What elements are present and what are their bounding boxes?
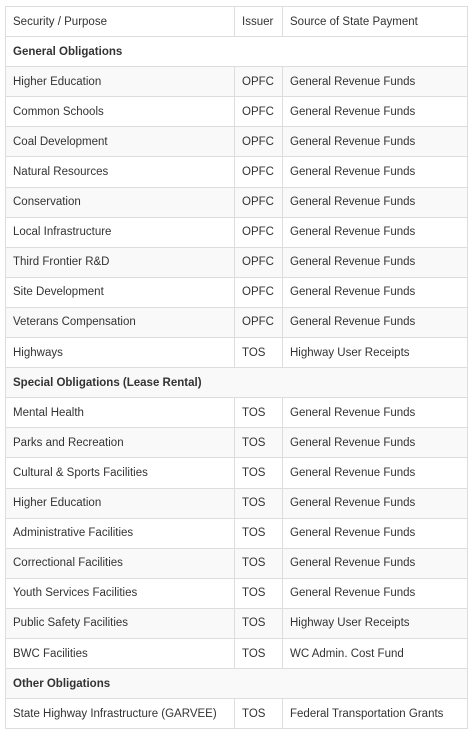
cell-issuer: TOS (235, 608, 283, 638)
table-row (6, 608, 468, 638)
cell-source-of-payment: General Revenue Funds (283, 187, 468, 217)
cell-source-of-payment: Highway User Receipts (283, 338, 468, 368)
table-row (6, 548, 468, 578)
cell-source-of-payment: General Revenue Funds (283, 428, 468, 458)
header-issuer: Issuer (235, 7, 283, 37)
obligations-table (5, 6, 468, 729)
cell-issuer: TOS (235, 458, 283, 488)
cell-security-purpose: Mental Health (6, 398, 235, 428)
cell-security-purpose: Veterans Compensation (6, 307, 235, 337)
cell-security-purpose: Common Schools (6, 97, 235, 127)
cell-source-of-payment: WC Admin. Cost Fund (283, 638, 468, 668)
cell-security-purpose: Cultural & Sports Facilities (6, 458, 235, 488)
cell-security-purpose: Public Safety Facilities (6, 608, 235, 638)
cell-source-of-payment: Highway User Receipts (283, 608, 468, 638)
cell-source-of-payment: General Revenue Funds (283, 398, 468, 428)
cell-security-purpose: Local Infrastructure (6, 217, 235, 247)
cell-source-of-payment: General Revenue Funds (283, 157, 468, 187)
table-row (6, 97, 468, 127)
cell-security-purpose: Conservation (6, 187, 235, 217)
table-row (6, 578, 468, 608)
cell-security-purpose: Higher Education (6, 67, 235, 97)
cell-issuer: TOS (235, 548, 283, 578)
cell-security-purpose: BWC Facilities (6, 638, 235, 668)
table-header-row (6, 7, 468, 37)
table-row (6, 307, 468, 337)
cell-issuer: OPFC (235, 277, 283, 307)
table-row (6, 67, 468, 97)
table-row (6, 428, 468, 458)
header-source-of-payment: Source of State Payment (283, 7, 468, 37)
section-title: Special Obligations (Lease Rental) (6, 368, 468, 398)
table-row (6, 699, 468, 729)
cell-security-purpose: Site Development (6, 277, 235, 307)
cell-issuer: OPFC (235, 97, 283, 127)
cell-issuer: OPFC (235, 217, 283, 247)
table-row (6, 127, 468, 157)
table-row (6, 638, 468, 668)
cell-issuer: TOS (235, 518, 283, 548)
section-row (6, 37, 468, 67)
table-row (6, 398, 468, 428)
cell-source-of-payment: General Revenue Funds (283, 277, 468, 307)
cell-source-of-payment: General Revenue Funds (283, 548, 468, 578)
cell-issuer: TOS (235, 699, 283, 729)
table-row (6, 518, 468, 548)
cell-source-of-payment: Federal Transportation Grants (283, 699, 468, 729)
table-row (6, 187, 468, 217)
cell-security-purpose: Youth Services Facilities (6, 578, 235, 608)
cell-issuer: OPFC (235, 187, 283, 217)
table-row (6, 247, 468, 277)
section-title: General Obligations (6, 37, 468, 67)
table-row (6, 277, 468, 307)
section-title: Other Obligations (6, 669, 468, 699)
cell-issuer: OPFC (235, 127, 283, 157)
cell-security-purpose: Correctional Facilities (6, 548, 235, 578)
section-row (6, 368, 468, 398)
cell-security-purpose: Higher Education (6, 488, 235, 518)
cell-source-of-payment: General Revenue Funds (283, 217, 468, 247)
cell-security-purpose: State Highway Infrastructure (GARVEE) (6, 699, 235, 729)
cell-issuer: TOS (235, 638, 283, 668)
cell-security-purpose: Administrative Facilities (6, 518, 235, 548)
cell-source-of-payment: General Revenue Funds (283, 307, 468, 337)
header-security-purpose: Security / Purpose (6, 7, 235, 37)
cell-source-of-payment: General Revenue Funds (283, 127, 468, 157)
table-row (6, 488, 468, 518)
table-row (6, 458, 468, 488)
cell-issuer: TOS (235, 338, 283, 368)
cell-issuer: TOS (235, 398, 283, 428)
cell-issuer: OPFC (235, 247, 283, 277)
cell-issuer: OPFC (235, 157, 283, 187)
cell-issuer: TOS (235, 578, 283, 608)
cell-security-purpose: Parks and Recreation (6, 428, 235, 458)
cell-source-of-payment: General Revenue Funds (283, 458, 468, 488)
cell-issuer: TOS (235, 428, 283, 458)
cell-source-of-payment: General Revenue Funds (283, 97, 468, 127)
table-row (6, 217, 468, 247)
cell-security-purpose: Third Frontier R&D (6, 247, 235, 277)
cell-source-of-payment: General Revenue Funds (283, 488, 468, 518)
table-row (6, 338, 468, 368)
table-body (6, 37, 468, 729)
table-row (6, 157, 468, 187)
cell-source-of-payment: General Revenue Funds (283, 518, 468, 548)
section-row (6, 669, 468, 699)
cell-issuer: OPFC (235, 307, 283, 337)
cell-security-purpose: Highways (6, 338, 235, 368)
cell-source-of-payment: General Revenue Funds (283, 67, 468, 97)
cell-source-of-payment: General Revenue Funds (283, 247, 468, 277)
cell-issuer: TOS (235, 488, 283, 518)
cell-security-purpose: Natural Resources (6, 157, 235, 187)
cell-security-purpose: Coal Development (6, 127, 235, 157)
cell-issuer: OPFC (235, 67, 283, 97)
cell-source-of-payment: General Revenue Funds (283, 578, 468, 608)
